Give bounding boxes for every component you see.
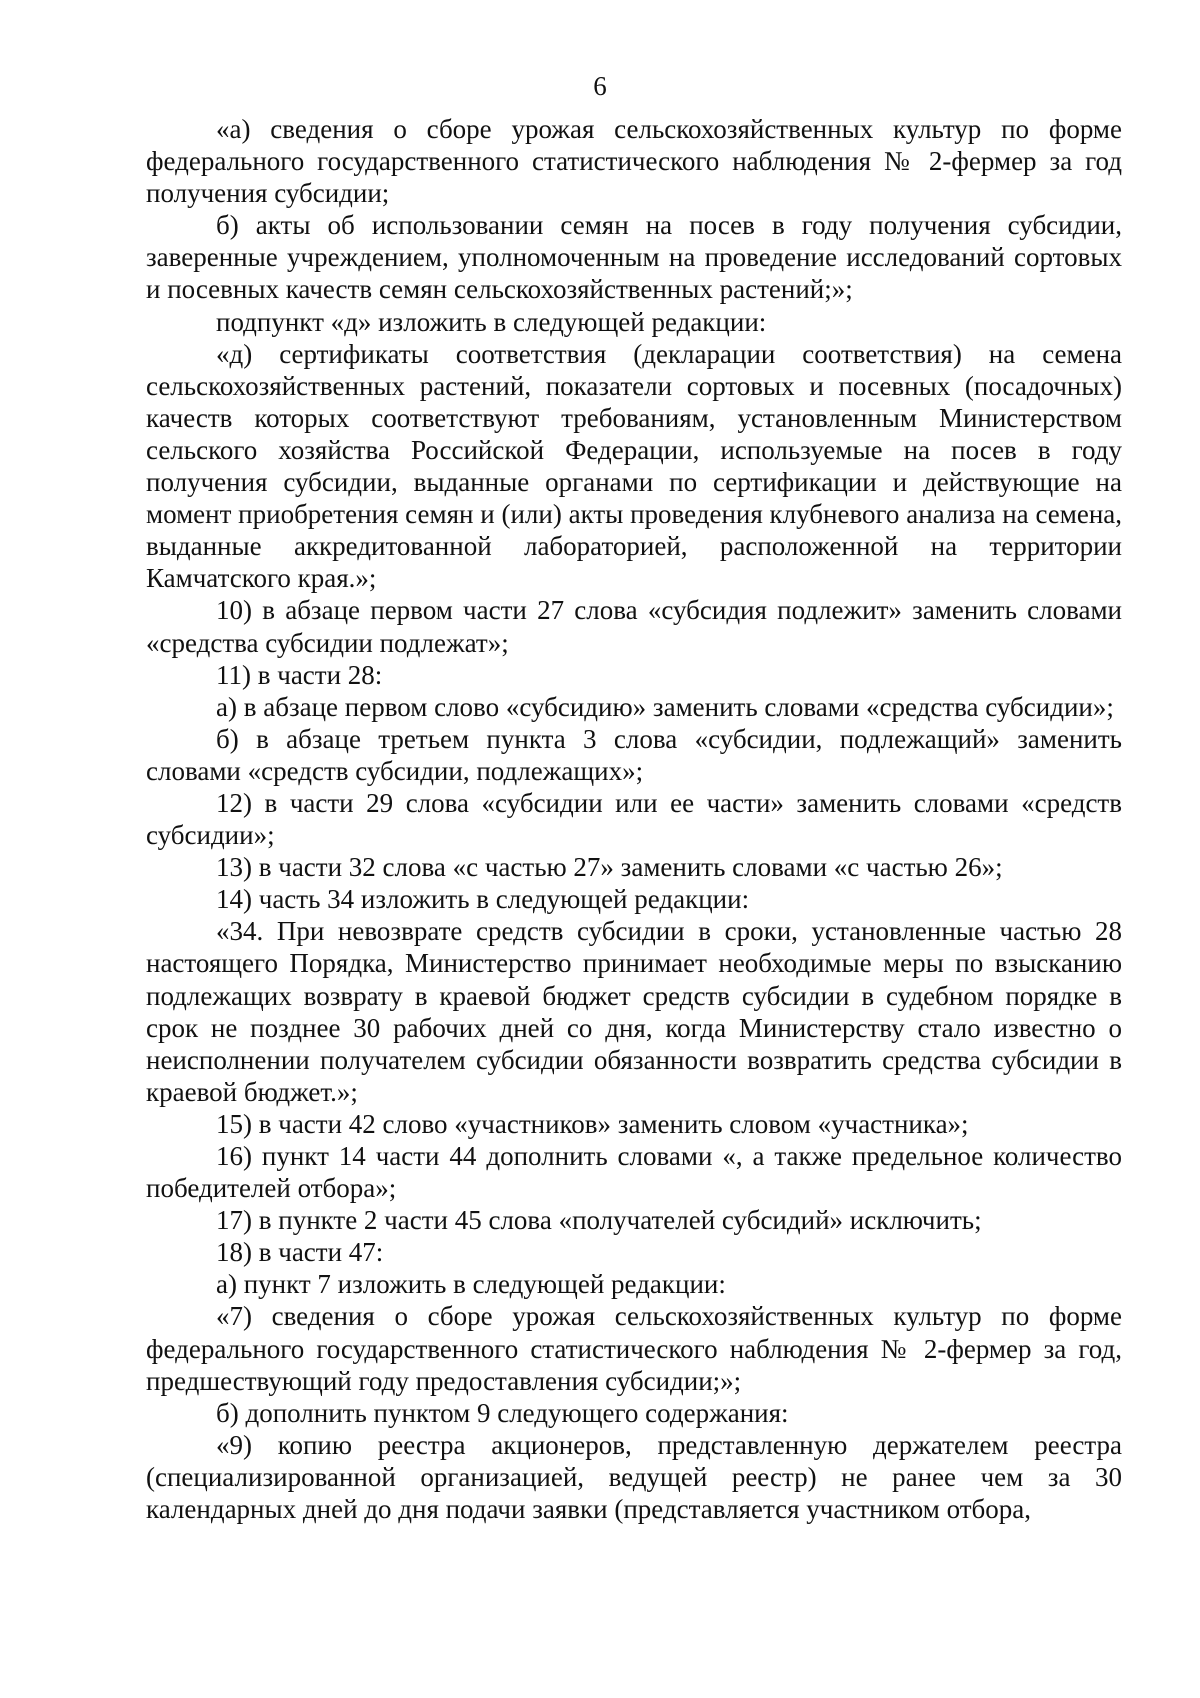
paragraph: 11) в части 28: (216, 659, 383, 690)
paragraph: «34. При невозврате средств субсидии в сроки, установленные частью 28 настоящего Порядка, Министерство принимает необходимые меры по взысканию подлежащих возврату в краевой бюджет средств субсидии в судебном порядке в срок не позднее 30 рабочих дней со дня, когда Министерству стало известно о неисполнении получателем субсидии обязанности возвратить средства субсидии в краевой бюджет.»; (146, 916, 1122, 1107)
page-number: 6 (593, 71, 607, 101)
paragraph: «д) сертификаты соответствия (декларации соответствия) на семена сельскохозяйственных растений, показатели сортовых и посевных (посадочных) качеств которых соответствуют требованиям, установленным Министерством сельского хозяйства Российской Федерации, используемые на посев в году получения субсидии, выданные органами по сертификации и действующие на момент приобретения семян и (или) акты проведения клубневого анализа на семена, выданные аккредитованной лабораторией, расположенной на территории Камчатского края.»; (146, 338, 1122, 594)
paragraph: а) пункт 7 изложить в следующей редакции: (216, 1269, 726, 1300)
paragraph: 14) часть 34 изложить в следующей редакции: (216, 884, 750, 915)
paragraph: б) акты об использовании семян на посев в году получения субсидии, заверенные учреждением, уполномоченным на проведение исследований сортовых и посевных качеств семян сельскохозяйственных растений;»; (146, 210, 1122, 305)
document-body (146, 113, 1122, 1525)
paragraph: 12) в части 29 слова «субсидии или ее части» заменить словами «средств субсидии»; (146, 787, 1122, 851)
paragraph: «7) сведения о сборе урожая сельскохозяйственных культур по форме федерального государственного статистического наблюдения № 2-фермер за год, предшествующий году предоставления субсидии;»; (146, 1301, 1122, 1396)
paragraph: 17) в пункте 2 части 45 слова «получателей субсидий» исключить; (216, 1205, 982, 1236)
paragraph: б) в абзаце третьем пункта 3 слова «субсидии, подлежащий» заменить словами «средств субсидии, подлежащих»; (146, 723, 1122, 786)
paragraph: 10) в абзаце первом части 27 слова «субсидия подлежит» заменить словами «средства субсидии подлежат»; (146, 595, 1122, 658)
paragraph: 16) пункт 14 части 44 дополнить словами «, а также предельное количество победителей отбора»; (146, 1141, 1122, 1204)
paragraph: б) дополнить пунктом 9 следующего содержания: (216, 1397, 789, 1428)
paragraph: 15) в части 42 слово «участников» заменить словом «участника»; (216, 1108, 969, 1139)
paragraph: подпункт «д» изложить в следующей редакции: (216, 306, 767, 337)
paragraph: а) в абзаце первом слово «субсидию» заменить словами «средства субсидии»; (216, 691, 1114, 722)
paragraph: «а) сведения о сборе урожая сельскохозяйственных культур по форме федерального государственного статистического наблюдения № 2-фермер за год получения субсидии; (146, 114, 1122, 209)
paragraph: 13) в части 32 слова «с частью 27» заменить словами «с частью 26»; (216, 852, 1003, 883)
paragraph-continued: «9) копию реестра акционеров, представленную держателем реестра (специализированной организацией, ведущей реестр) не ранее чем за 30 календарных дней до дня подачи заявки (представляется участником отбора, (146, 1429, 1122, 1525)
paragraph: 18) в части 47: (216, 1237, 384, 1268)
